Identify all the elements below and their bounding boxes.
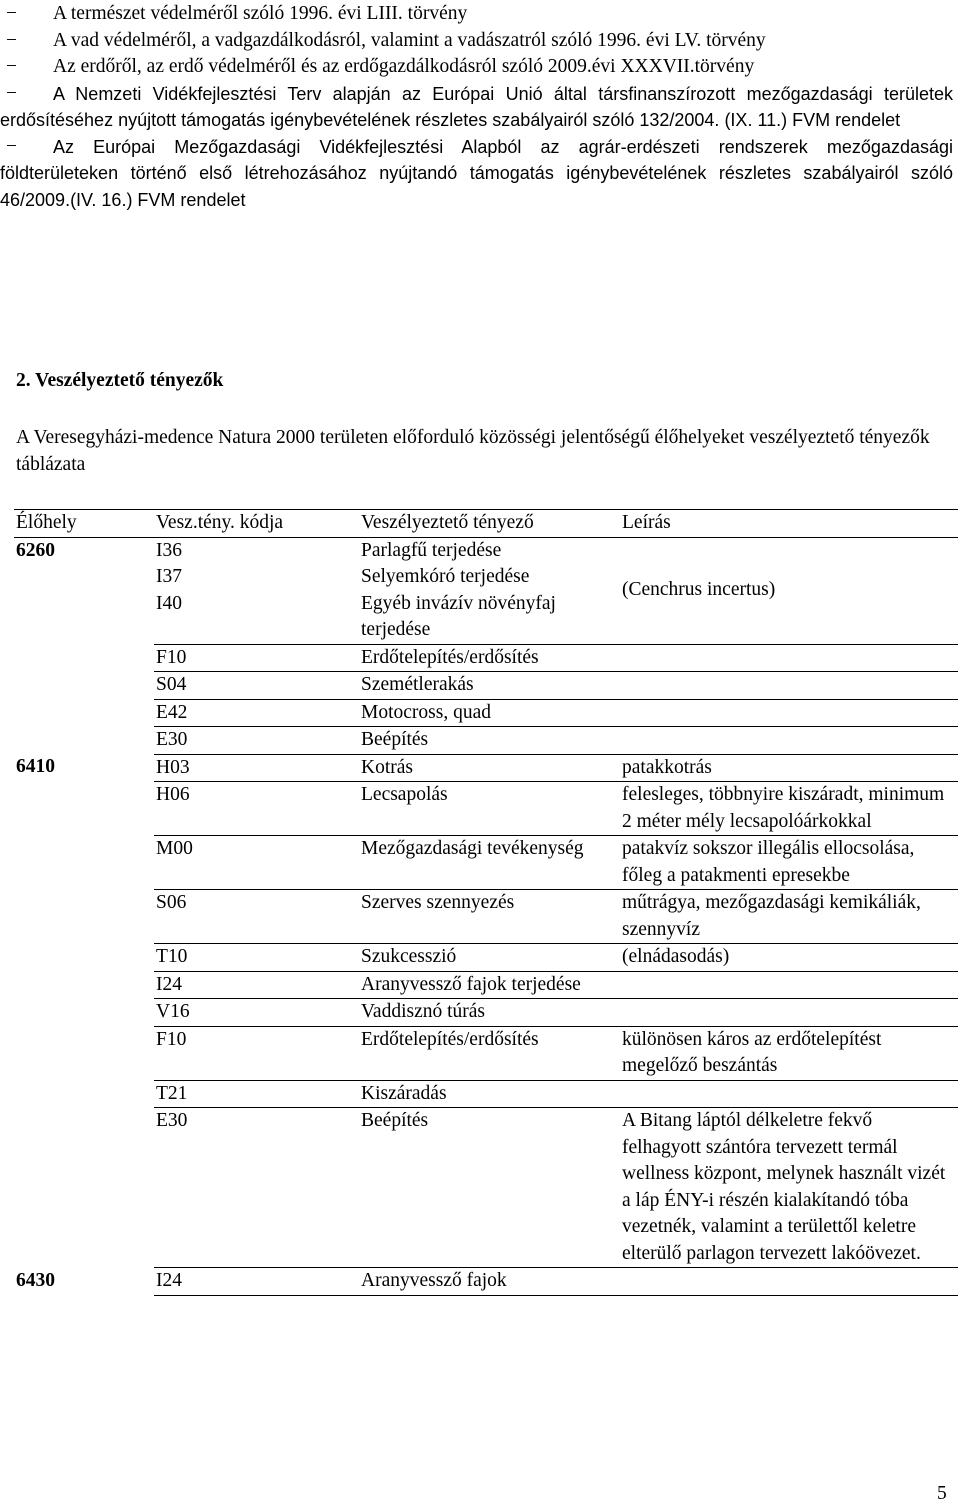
table-row	[14, 644, 958, 672]
code-cell-line: I24	[156, 1270, 182, 1291]
factor-cell	[359, 537, 620, 644]
description-cell	[620, 782, 958, 836]
code-cell-line: E30	[156, 729, 188, 750]
factor-cell-line: Vaddisznó túrás	[361, 1001, 486, 1022]
description-cell-line: különösen káros az erdőtelepítést megelőző beszántás	[622, 1028, 882, 1076]
factor-cell	[359, 754, 620, 782]
factor-cell	[359, 672, 620, 700]
code-cell	[154, 537, 359, 644]
factor-cell-line: Beépítés	[361, 1110, 429, 1131]
legal-item-text: A Nemzeti Vidékfejlesztési Terv alapján az Európai Unió által társfinanszírozott mezőgazdasági területek erdősítéséhez nyújtott támogatás igénybevételének részletes szabályairól szóló 132/2004. (IX. 11.) FVM rendelet	[0, 83, 953, 130]
legal-item	[0, 1, 953, 28]
dash-bullet: −	[6, 135, 17, 157]
code-cell-line: I37	[156, 566, 182, 587]
table-row	[14, 971, 958, 999]
header-habitat: Élőhely	[14, 510, 154, 538]
code-cell	[154, 782, 359, 836]
page-number: 5	[937, 1483, 947, 1504]
code-cell-line: H06	[156, 784, 190, 805]
table-row	[14, 782, 958, 836]
legal-item	[0, 28, 953, 55]
factor-cell	[359, 890, 620, 944]
code-cell	[154, 699, 359, 727]
factor-cell-line: Szukcesszió	[361, 946, 457, 967]
description-cell	[620, 727, 958, 755]
section-title: 2. Veszélyeztető tényezők	[16, 370, 224, 391]
table-row	[14, 1080, 958, 1108]
habitat-cell	[14, 1268, 154, 1296]
code-cell	[154, 836, 359, 890]
habitat-cell	[14, 944, 154, 972]
table-row	[14, 836, 958, 890]
description-cell	[620, 890, 958, 944]
habitat-cell	[14, 727, 154, 755]
description-cell-empty	[622, 727, 956, 754]
habitat-cell	[14, 699, 154, 727]
habitat-cell	[14, 754, 154, 782]
table-row	[14, 1108, 958, 1268]
description-cell-line: patakvíz sokszor illegális ellocsolása, főleg a patakmenti epresekbe	[622, 838, 915, 886]
description-cell-empty	[622, 700, 956, 727]
habitat-cell	[14, 672, 154, 700]
habitat-cell	[14, 1108, 154, 1268]
factor-cell-line: Kiszáradás	[361, 1082, 447, 1104]
table-row	[14, 890, 958, 944]
description-cell-line: (Cenchrus incertus)	[622, 579, 776, 601]
habitat-cell	[14, 1080, 154, 1108]
table-row	[14, 537, 958, 644]
habitat-cell	[14, 782, 154, 836]
code-cell	[154, 727, 359, 755]
description-cell-empty	[622, 999, 956, 1026]
code-cell-line: S06	[156, 892, 187, 913]
legal-item-text: Az erdőről, az erdő védelméről és az erdőgazdálkodásról szóló 2009.évi XXXVII.törvény	[53, 56, 755, 77]
table-row	[14, 944, 958, 972]
table-row	[14, 672, 958, 700]
code-cell	[154, 754, 359, 782]
habitat-cell	[14, 537, 154, 644]
factor-cell-line: Erdőtelepítés/erdősítés	[361, 646, 539, 668]
code-cell-line: T21	[156, 1082, 188, 1104]
factor-cell	[359, 699, 620, 727]
code-cell	[154, 1268, 359, 1296]
code-cell-line: I36	[156, 539, 182, 561]
table-body	[14, 537, 958, 1295]
factor-cell	[359, 971, 620, 999]
code-cell-line: H03	[156, 756, 190, 778]
code-cell-line: I24	[156, 973, 182, 995]
description-cell	[620, 836, 958, 890]
factor-cell-line: Mezőgazdasági tevékenység	[361, 838, 584, 859]
habitat-cell	[14, 1026, 154, 1080]
description-cell-empty	[622, 645, 956, 672]
code-cell-line: E42	[156, 701, 188, 723]
description-cell	[620, 754, 958, 782]
factor-cell-line: Parlagfű terjedése	[361, 539, 502, 561]
dash-bullet: −	[6, 56, 17, 77]
legal-item	[0, 54, 953, 81]
legal-item	[0, 81, 953, 134]
dash-bullet: −	[6, 29, 17, 51]
factor-cell-line: Selyemkóró terjedése	[361, 566, 530, 587]
threat-factors-table	[14, 509, 958, 1296]
description-cell	[620, 1268, 958, 1296]
habitat-cell	[14, 644, 154, 672]
description-cell-empty	[622, 972, 956, 999]
code-cell	[154, 1108, 359, 1268]
code-cell	[154, 672, 359, 700]
habitat-cell	[14, 890, 154, 944]
habitat-cell-line: 6430	[16, 1269, 55, 1291]
description-cell-line: A Bitang láptól délkeletre fekvő felhagyott szántóra tervezett termál wellness központ, melynek használt vizét a láp ÉNY-i részén kialakítandó tóba vezetnék, valamint a területtől keletre elterülő parlagon tervezett lakóövezet.	[622, 1110, 946, 1264]
description-cell-empty	[622, 1268, 956, 1295]
code-cell-line: S04	[156, 674, 187, 695]
header-description: Leírás	[620, 510, 958, 538]
factor-cell-line: Lecsapolás	[361, 784, 448, 805]
code-cell	[154, 944, 359, 972]
factor-cell	[359, 1026, 620, 1080]
table-row	[14, 1268, 958, 1296]
legal-item-text: A vad védelméről, a vadgazdálkodásról, valamint a vadászatról szóló 1996. évi LV. törvény	[53, 29, 766, 51]
code-cell	[154, 971, 359, 999]
code-cell	[154, 644, 359, 672]
description-cell-empty	[622, 672, 956, 699]
factor-cell-line: Szemétlerakás	[361, 674, 474, 695]
code-cell-line: E30	[156, 1110, 188, 1131]
factor-cell-line: Szerves szennyezés	[361, 892, 515, 913]
description-cell	[620, 1108, 958, 1268]
factor-cell	[359, 1268, 620, 1296]
habitat-cell	[14, 971, 154, 999]
description-cell-line: műtrágya, mezőgazdasági kemikáliák, szennyvíz	[622, 892, 921, 940]
factor-cell-line: Beépítés	[361, 729, 429, 750]
factor-cell	[359, 727, 620, 755]
factor-cell-line: Kotrás	[361, 756, 413, 778]
table-row	[14, 727, 958, 755]
legal-item-text: A természet védelméről szóló 1996. évi LIII. törvény	[53, 3, 468, 24]
description-cell-line: felesleges, többnyire kiszáradt, minimum 2 méter mély lecsapolóárkokkal	[622, 784, 945, 832]
factor-cell	[359, 644, 620, 672]
legal-item	[0, 134, 953, 214]
description-cell	[620, 944, 958, 972]
table-row	[14, 754, 958, 782]
factor-cell	[359, 944, 620, 972]
code-cell-line: F10	[156, 1028, 187, 1050]
code-cell	[154, 890, 359, 944]
factor-cell-line: Aranyvessző fajok	[361, 1270, 507, 1291]
code-cell	[154, 999, 359, 1027]
table-caption: A Veresegyházi-medence Natura 2000 területen előforduló közösségi jelentőségű élőhelyeket veszélyeztető tényezők táblázata	[16, 427, 930, 475]
header-code: Vesz.tény. kódja	[154, 510, 359, 538]
description-cell	[620, 1080, 958, 1108]
code-cell-line: T10	[156, 946, 188, 967]
description-cell-line: patakkotrás	[622, 756, 712, 778]
factor-cell-line: Aranyvessző fajok terjedése	[361, 973, 581, 995]
code-cell-line: M00	[156, 838, 193, 859]
habitat-cell-line: 6410	[16, 756, 55, 777]
header-factor: Veszélyeztető tényező	[359, 510, 620, 538]
factor-cell-line: Egyéb invázív növényfaj terjedése	[361, 592, 556, 640]
description-cell	[620, 644, 958, 672]
description-cell	[620, 672, 958, 700]
code-cell	[154, 1080, 359, 1108]
factor-cell	[359, 1108, 620, 1268]
table-header-row	[14, 510, 958, 538]
factor-cell	[359, 999, 620, 1027]
dash-bullet: −	[6, 82, 17, 104]
description-cell	[620, 1026, 958, 1080]
table-row	[14, 1026, 958, 1080]
code-cell-line: V16	[156, 1001, 190, 1022]
dash-bullet: −	[6, 3, 17, 24]
table-row	[14, 699, 958, 727]
factor-cell	[359, 1080, 620, 1108]
description-cell	[620, 699, 958, 727]
legal-references-list	[0, 1, 953, 213]
description-cell	[620, 999, 958, 1027]
factor-cell-line: Erdőtelepítés/erdősítés	[361, 1028, 539, 1050]
description-cell-empty	[622, 1081, 956, 1108]
code-cell-line: I40	[156, 592, 182, 614]
code-cell	[154, 1026, 359, 1080]
code-cell-line: F10	[156, 646, 187, 668]
description-cell-line: (elnádasodás)	[622, 946, 730, 967]
factor-cell	[359, 782, 620, 836]
table-row	[14, 999, 958, 1027]
description-cell	[620, 971, 958, 999]
legal-item-text: Az Európai Mezőgazdasági Vidékfejlesztési Alapból az agrár-erdészeti rendszerek mezőgazdasági földterületeken történő első létrehozásához nyújtandó támogatás igénybevételének részletes szabályairól szóló 46/2009.(IV. 16.) FVM rendelet	[0, 136, 953, 210]
factor-cell	[359, 836, 620, 890]
habitat-cell	[14, 836, 154, 890]
habitat-cell-line: 6260	[16, 539, 55, 561]
description-cell	[620, 537, 958, 644]
habitat-cell	[14, 999, 154, 1027]
factor-cell-line: Motocross, quad	[361, 701, 491, 723]
